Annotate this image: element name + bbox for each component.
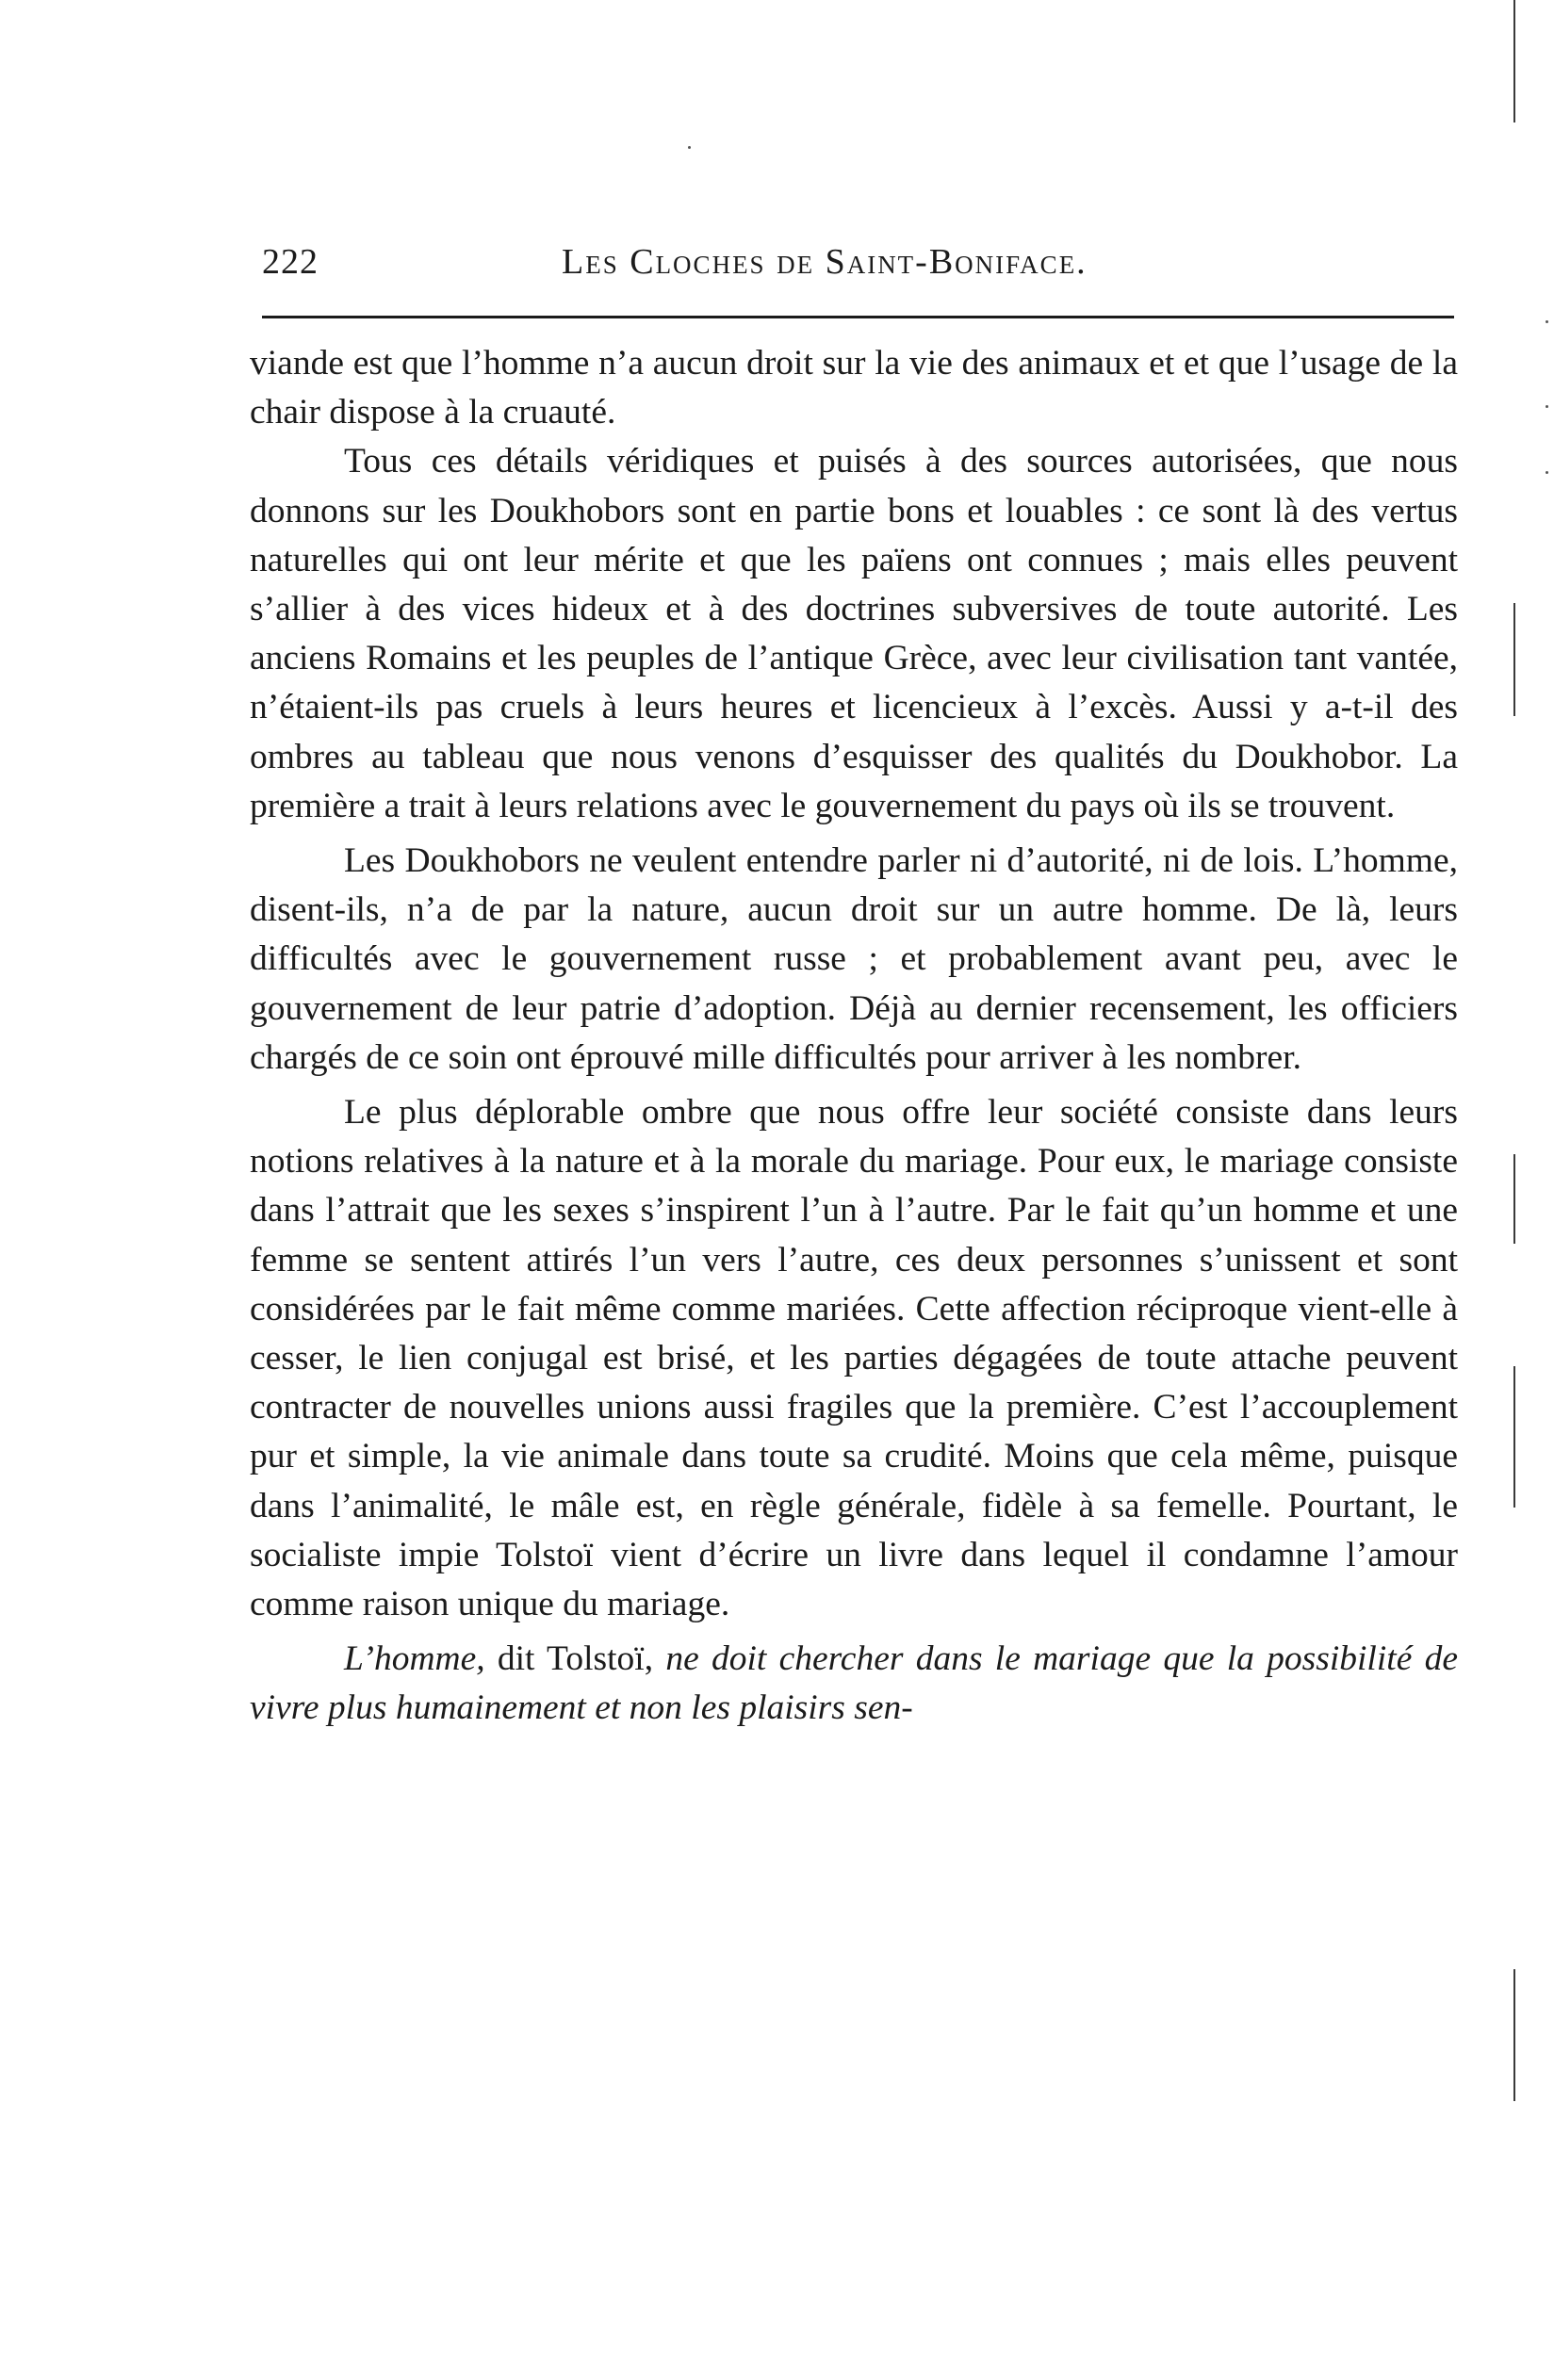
header-rule <box>262 316 1454 318</box>
paragraph-2: Tous ces détails véridiques et puisés à des sources autorisées, que nous donnons sur les Doukhobors sont en partie bons et louables : ce sont là des vertus naturelles qui ont leur mérite et que les païens ont connues ; mais elles peuvent s’allier à des vices hideux et à des doctrines subversives de toute autorité. Les anciens Romains et les peuples de l’antique Grèce, avec leur civilisation tant vantée, n’étaient-ils pas cruels à leurs heures et licencieux à l’excès. Aussi y a-t-il des ombres au tableau que nous venons d’esquisser des qualités du Doukhobor. La première a trait à leurs relations avec le gouvernement du pays où ils se trouvent. <box>250 442 1458 825</box>
running-head <box>262 237 1454 294</box>
italic-term: L’homme, <box>344 1639 485 1679</box>
scan-speck <box>1546 471 1548 474</box>
paragraph-5 <box>250 1635 1458 1733</box>
running-title: Les Cloches de Saint-Boniface. <box>562 242 1088 282</box>
scan-edge-line <box>1513 0 1515 122</box>
paragraph-1: viande est que l’homme n’a aucun droit sur la vie des animaux et et que l’usage de la chair dispose à la cruauté. <box>250 344 1458 432</box>
body-text <box>250 339 1458 1734</box>
scan-edge-line <box>1513 1366 1515 1508</box>
paragraph-4: Le plus déplorable ombre que nous offre leur société consiste dans leurs notions relatives à la nature et à la morale du mariage. Pour eux, le mariage consiste dans l’attrait que les sexes s’inspirent l’un à l’autre. Par le fait qu’un homme et une femme se sentent attirés l’un vers l’autre, ces deux personnes s’unissent et sont considérées par le fait même comme mariées. Cette affection réciproque vient-elle à cesser, le lien conjugal est brisé, et les parties dégagées de toute attache peuvent contracter de nouvelles unions aussi fragiles que la première. C’est l’accouplement pur et simple, la vie animale dans toute sa crudité. Moins que cela même, puisque dans l’animalité, le mâle est, en règle générale, fidèle à sa femelle. Pourtant, le socialiste impie Tolstoï vient d’écrire un livre dans lequel il condamne l’amour comme raison unique du mariage. <box>250 1093 1458 1624</box>
page-number: 222 <box>262 242 319 282</box>
scan-speck <box>688 146 691 149</box>
scan-edge-line <box>1513 1969 1515 2101</box>
scan-edge-line <box>1513 1154 1515 1244</box>
italic-quote: ne doit chercher dans le mariage que la possibilité de vivre plus humainement et non les plaisirs sen- <box>250 1639 1458 1728</box>
scan-edge-line <box>1513 603 1515 716</box>
scan-speck <box>1546 405 1548 408</box>
attribution: dit Tolstoï, <box>484 1639 666 1679</box>
paragraph-3: Les Doukhobors ne veulent entendre parler ni d’autorité, ni de lois. L’homme, disent-ils, n’a de par la nature, aucun droit sur un autre homme. De là, leurs difficultés avec le gouvernement russe ; et probablement avant peu, avec le gouvernement de leur patrie d’adoption. Déjà au dernier recensement, les officiers chargés de ce soin ont éprouvé mille difficultés pour arriver à les nombrer. <box>250 841 1458 1077</box>
scan-speck <box>1546 320 1548 323</box>
